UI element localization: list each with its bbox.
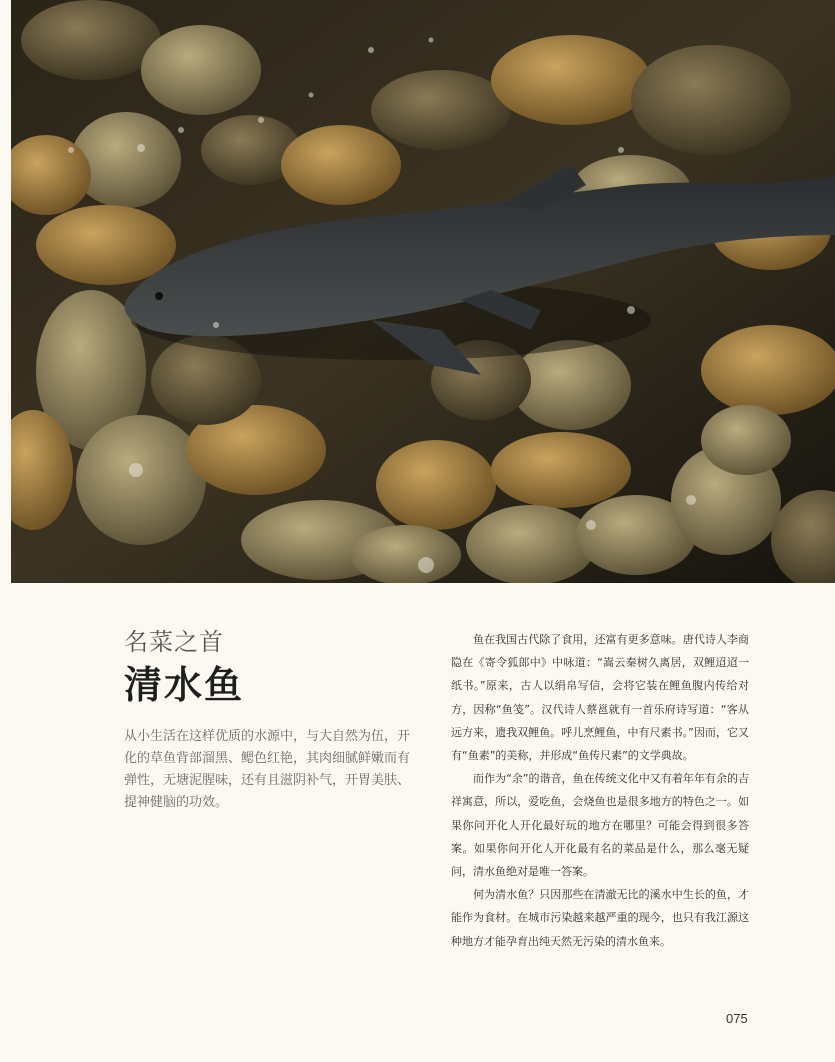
body-paragraph-1: 鱼在我国古代除了食用，还富有更多意味。唐代诗人李商隐在《寄令狐郎中》中咏道：“嵩云秦树久离居，双鲤迢迢一纸书。”原来，古人以绢帛写信，会将它装在鲤鱼腹内传给对方，因称“鱼笺”。汉代诗人蔡邕就有一首乐府诗写道：“客从远方来，遗我双鲤鱼。呼儿烹鲤鱼，中有尺素书。”因而，它又有“鱼素”的美称，并形成“鱼传尺素”的文学典故。 bbox=[451, 633, 749, 763]
article-title: 清水鱼 bbox=[124, 661, 245, 707]
article-intro: 从小生活在这样优质的水源中，与大自然为伍，开化的草鱼背部溜黑、鳃色红艳，其肉细腻鲜嫩而有弹性，无塘泥腥味，还有且滋阴补气，开胃美肤、提神健脑的功效。 bbox=[124, 729, 411, 811]
article-kicker: 名菜之首 bbox=[124, 628, 224, 656]
body-paragraph-2: 而作为“余”的谐音，鱼在传统文化中又有着年年有余的吉祥寓意，所以，爱吃鱼，会烧鱼也是很多地方的特色之一。如果你问开化人开化最好玩的地方在哪里？可能会得到很多答案。如果你问开化人开化最有名的菜品是什么，那么毫无疑问，清水鱼绝对是唯一答案。 bbox=[451, 772, 749, 879]
body-paragraph-3: 何为清水鱼？只因那些在清澈无比的溪水中生长的鱼，才能作为食材。在城市污染越来越严重的现今，也只有我江源这种地方才能孕育出纯天然无污染的清水鱼来。 bbox=[451, 888, 749, 948]
page-number: 075 bbox=[726, 1011, 748, 1026]
fish-in-stream-photo bbox=[11, 0, 835, 583]
article-body bbox=[451, 628, 749, 953]
photo-illustration bbox=[11, 0, 835, 583]
article-heading-block bbox=[124, 628, 420, 814]
